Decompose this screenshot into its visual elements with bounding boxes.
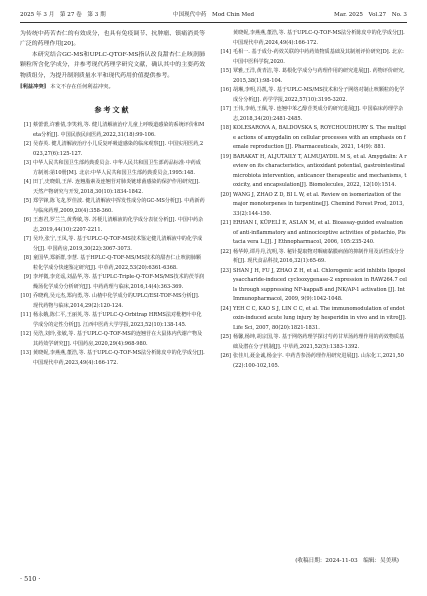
reference-item	[20, 273, 205, 292]
received-date-note: (收稿日期：2024-11-03 编辑：吴美琪)	[295, 558, 399, 564]
reference-number: [24]	[220, 305, 231, 312]
reference-text: 胡琳,李明,冯凯,等. 基于UPLC-MS/MS技术和分子网络对制止咳颗粒的化学成分分析[J]. 药学学报,2022,57(10):3195-3202.	[233, 87, 405, 103]
reference-number: [23]	[220, 267, 231, 274]
reference-text: 田丁,史晓娟,王萍. 连翘脂素及连翘苷对肺炎链球菌感染的保护作用研究[J]. 天然产物研究与开发,2018,30(10):1834-1842.	[33, 179, 200, 195]
reference-item	[20, 140, 205, 159]
reference-text: 毛相一. 基于成分-药效关联的中药药效物质基础及其制剂评价研究[D]. 北京:中国中医科学院,2020.	[233, 49, 404, 65]
reference-text: SHAN J H, FU J, ZHAO Z H, et al. Chlorogenic acid inhibits lipopolysaccharide-induced cyclooxygenase-2 expression in RAW264.7 cells through suppressing NF-kappaB and JNK/AP-1 activation [J]. Int Immunopharmacol, 2009, 9(9):1042-1048.	[233, 267, 407, 302]
reference-number: [6]	[23, 217, 31, 224]
reference-text: 王惠君,罗兰兰,黄秀敏,等. 苏梗儿清解液的化学成分表征分析[J]. 中国中药杂志,2019,44(10):2207-2211.	[33, 217, 204, 233]
reference-item	[220, 86, 407, 105]
reference-text: 童国华,郑新群,李慧. 基于HPLC-Q-TOF-MS/MS技术的甜杏仁止咳润肺颗粒化学成分快速鉴定研究[J]. 中草药,2022,53(20):6361-6368.	[33, 255, 201, 271]
reference-item	[20, 311, 205, 330]
reference-text: 杨永娥,陈仁平,王丽英,等. 基于UPLC-Q-Orbitrap HRMS法对枇杷叶中化学成分的定性分析[J]. 江西中医药大学学报,2023,52(10):138-145.	[33, 312, 202, 328]
reference-number: [8]	[23, 255, 31, 262]
reference-list-right	[220, 29, 407, 371]
reference-number: [3]	[23, 160, 31, 167]
reference-text: WANG J, ZHAO Z D, BI L W, et al. Review on isomerization of the major monoterpenes in turpentine[J]. Chemind Forest Prod, 2013, 33(2):144-150.	[233, 191, 405, 217]
reference-number: [21]	[220, 220, 231, 226]
reference-text: 王伟,李萌,王佩,等. 连翘中苯乙醇苷类成分的研究进展[J]. 中国临床药理学杂志,2018,34(20):2481-2485.	[233, 106, 404, 122]
reference-text: 张佳川,聂金诚,杨金宇. 中药苦参汤药理作用研究进展[J]. 山东化工,2021,50(22):100-102,105.	[233, 353, 404, 369]
reference-text: 乔晓莉,吴元杰,郑向勇,等. 山楂中化学成分的UPLC/ESI-TOF-MS分析[J]. 现代药物与临床,2014,29(2):120-124.	[33, 293, 200, 309]
header-divider	[20, 22, 407, 23]
reference-list-left	[20, 121, 205, 368]
reference-text: KOLESAROVA A, BALDOVSKA S, ROYCHOUDHURY S. The multiple actions of amygdalin on cellular processes with an emphasis on female reproduction [J]. Pharmaceuticals, 2021, 14(9): 881.	[233, 125, 406, 150]
conflict-of-interest-text: 本文不存在任何利益冲突。	[50, 84, 114, 91]
reference-text: 蔡蕾蕾,许雅倩,李笑莉,等. 健儿清解液治疗儿童上呼吸道感染的系统评价和Meta分析[J]. 中国民族民间医药,2022,31(18):99-106.	[33, 122, 205, 138]
reference-number: [18]	[220, 125, 231, 131]
reference-item	[220, 191, 407, 220]
reference-item	[20, 178, 205, 197]
reference-item	[20, 159, 205, 178]
reference-text: BARAKAT H, ALJUTAILY T, ALMUJAYDIL M S, et al. Amygdalin: A review on its characteristics, antioxidant potential, gastrointestinal microbiota intervention, anticancer therapeutic and mechanisms, toxicity, and encapsulation[J]. Biomolecules, 2022, 12(10):1514.	[233, 153, 407, 188]
reference-item	[220, 219, 407, 248]
reference-number: [20]	[220, 191, 231, 198]
reference-number: [9]	[23, 274, 31, 281]
reference-number: [26]	[220, 353, 231, 359]
header-issue-en: Mar. 2025 Vol.27 No. 3	[334, 12, 407, 18]
reference-item	[20, 330, 205, 349]
references-heading: 参考文献	[94, 105, 131, 115]
reference-number: [4]	[23, 179, 31, 186]
reference-text: 覃雅,王洋,黄青洁,等. 葛根化学成分与药理作用的研究进展[J]. 药物评价研究,2015,38(1):98-104.	[233, 68, 405, 84]
reference-number: [14]	[220, 49, 231, 55]
body-paragraph-continued: 为传统中药苦杏仁的有效成分，也具有免疫调节、抗肿瘤、镇痛消炎等广泛的药理作用[20]。	[20, 31, 205, 48]
conflict-of-interest-label: [利益冲突]	[20, 84, 47, 91]
reference-item	[220, 48, 407, 67]
reference-item	[220, 67, 407, 86]
reference-text: 黄晓妮,李燕燕,董浩,等. 基于UPLC-Q-TOF-MS法分析陈皮中的化学成分[J]. 中国现代中药,2023,49(4):166-172.	[33, 350, 205, 366]
reference-item	[20, 235, 205, 254]
reference-number	[220, 29, 233, 48]
reference-text: ERHAN I, KÜPELİ E, ASLAN M, et al. Bioassay-guided evaluation of anti-inflammatory and antinociceptive activities of pistachio, Pistacia vera L.[J]. J Ethnopharmacol, 2006, 105:235-240.	[233, 220, 406, 245]
reference-number: [5]	[23, 198, 31, 205]
reference-number: [7]	[23, 236, 31, 243]
reference-text: 中华人民共和国卫生部药典委员会. 中华人民共和国卫生部药品标准·中药成方制剂:第10册[M]. 北京:中华人民共和国卫生部药典委员会,1995:148.	[33, 160, 201, 176]
reference-number: [15]	[220, 68, 231, 74]
reference-number: [10]	[20, 293, 31, 300]
reference-text: 杨馨,杨坤,胡宗国,等. 基于网络药理学探讨芍药甘草汤药理作用的药效物质基础及潜在分子机制[J]. 中草药,2021,52(5):1383-1392.	[233, 334, 405, 350]
reference-item	[20, 121, 205, 140]
reference-item	[220, 352, 407, 371]
right-column	[220, 29, 407, 371]
reference-item	[20, 292, 205, 311]
running-header	[20, 10, 407, 21]
reference-item	[220, 124, 407, 153]
reference-number: [25]	[220, 334, 231, 340]
reference-item	[220, 333, 407, 352]
reference-text: 吴春英. 健儿清解液治疗小儿反复呼吸道感染的临床观察[J]. 中国实用医药,2023,27(6):125-127.	[33, 141, 204, 157]
body-paragraph-conclusion: 本研究结合GC-MS和UPLC-QTOF-MS指认改良甜杏仁止咳润肺颗粒所含化学成分，并参考现代药理学研究文献，确认其中的主要药效物质组分，为提升制剂质量水平和现代药用价值提供参考。	[20, 51, 205, 79]
reference-item	[20, 254, 205, 273]
reference-item	[20, 349, 205, 368]
reference-item	[20, 197, 205, 216]
reference-number: [12]	[20, 331, 31, 338]
reference-item	[220, 29, 407, 48]
conflict-of-interest-note	[20, 82, 205, 92]
reference-text: 郑学锋,陈飞龙,罗佳波. 健儿清解液中挥发性成分的GC-MS分析[J]. 中药新药与临床药理,2009,20(4):358-360.	[33, 198, 205, 214]
page-number: · 510 ·	[20, 575, 41, 583]
reference-text: YEH C C, KAO S J, LIN C C, et al. The immunomodulation of endotoxin-induced acute lung injury by hesperidin in vivo and in vitro[J]. Life Sci, 2007, 80(20):1821-1831.	[233, 305, 407, 331]
reference-number: [2]	[23, 141, 31, 148]
reference-number: [11]	[20, 312, 31, 319]
reference-text: 黄晓妮,李燕燕,董浩,等. 基于UPLC-Q-TOF-MS法分析陈皮中的化学成分[J]. 中国现代中药,2024,49(4):166-172.	[233, 30, 405, 46]
left-column	[20, 29, 205, 368]
reference-item	[220, 153, 407, 191]
reference-number: [22]	[220, 248, 231, 255]
header-issue-cn: 2025 年 3 月 第 27 卷 第 3 期	[20, 12, 106, 18]
reference-item	[220, 305, 407, 334]
reference-text: 杨华婷,谭丹丹,沈明,等. 秘针提取物对咽痛黏膜病菌的抑制作用及活性成分分析[J]. 现代食品科技,2016,32(1):65-69.	[233, 248, 405, 264]
reference-text: 吴玲,张宁,王凤,等. 基于UPLC-Q-TOF-MS技术鉴定健儿清解液中的化学成分[J]. 中国药房,2019,30(22):3067-3073.	[33, 236, 203, 252]
reference-text: 李坪微,李竞谣,刘晶华,等. 基于UPLC-Triple-Q-TOF-MS/MS技术的茯苓润燥汤化学成分分析研究[J]. 中药药理与临床,2016,14(4):363-369.	[33, 274, 205, 290]
reference-item	[220, 267, 407, 305]
reference-number: [17]	[220, 106, 231, 112]
reference-number: [19]	[220, 153, 231, 160]
reference-text: 吴浩,刘玲,张敏,等. 基于UPLC-Q-TOF-MS的连翘苷在大鼠体内代谢产物及其药效学研究[J]. 中国药房,2020,29(4):968-980.	[33, 331, 203, 347]
reference-item	[20, 216, 205, 235]
reference-number: [16]	[220, 87, 231, 93]
header-journal-name: 中国现代中药 Mod Chin Med	[172, 12, 255, 18]
reference-number: [13]	[20, 350, 31, 357]
reference-item	[220, 248, 407, 267]
reference-item	[220, 105, 407, 124]
reference-number: [1]	[23, 122, 31, 129]
